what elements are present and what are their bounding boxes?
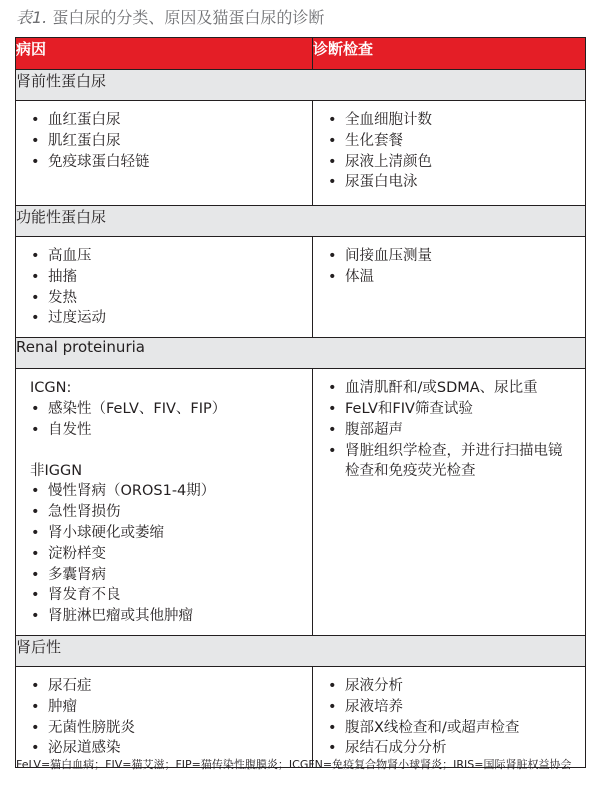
list-item: • 免疫球蛋白轻链 [30, 152, 302, 173]
table-caption [16, 6, 586, 30]
list-item: • 发热 [30, 288, 302, 309]
list-item: • 腹部X线检查和/或超声检查 [327, 718, 575, 739]
list-item: • 全血细胞计数 [327, 110, 575, 131]
list-item: • 间接血压测量 [327, 246, 575, 267]
table-row [16, 101, 586, 206]
cause-list [30, 246, 302, 329]
header-diagnosis: 诊断检查 [313, 38, 586, 70]
list-item: • 泌尿道感染 [30, 738, 302, 759]
list-item: • 尿结石成分分析 [327, 738, 575, 759]
list-item: • 尿石症 [30, 676, 302, 697]
section-row [16, 635, 586, 666]
footnote-abbreviations: FeLV=猫白血病；FIV=猫艾滋；FIP=猫传染性腹膜炎；ICGFN=免疫复合物肾小球肾炎；IRIS=国际肾脏权益协会 [16, 758, 572, 771]
diagnosis-list [327, 246, 575, 288]
list-item: • FeLV和FIV筛查试验 [327, 399, 575, 420]
header-row [16, 38, 586, 70]
list-item: • 腹部超声 [327, 420, 575, 441]
list-item: • 感染性（FeLV、FIV、FIP） [30, 399, 302, 420]
list-item: • 自发性 [30, 420, 302, 441]
diagnosis-cell [313, 237, 586, 338]
list-item: • 肾发育不良 [30, 585, 302, 606]
diagnosis-cell [313, 369, 586, 636]
list-item: • 体温 [327, 267, 575, 288]
list-item: • 肾脏组织学检查，并进行扫描电镜检查和免疫荧光检查 [327, 441, 575, 483]
list-item: • 慢性肾病（OROS1-4期） [30, 481, 302, 502]
section-title-renal: Renal proteinuria [16, 338, 586, 369]
diagnosis-list [327, 378, 575, 482]
list-item: • 尿液培养 [327, 697, 575, 718]
table-row [16, 369, 586, 636]
list-item: • 血红蛋白尿 [30, 110, 302, 131]
list-item: • 血清肌酐和/或SDMA、尿比重 [327, 378, 575, 399]
list-item: • 过度运动 [30, 308, 302, 329]
list-item: • 肾小球硬化或萎缩 [30, 523, 302, 544]
section-row [16, 70, 586, 101]
table-row [16, 666, 586, 767]
list-item: • 淀粉样变 [30, 544, 302, 565]
list-item: • 肌红蛋白尿 [30, 131, 302, 152]
section-title-prerenal: 肾前性蛋白尿 [16, 70, 586, 101]
cause-cell [16, 101, 313, 206]
cause-list [30, 676, 302, 759]
section-title-postrenal: 肾后性 [16, 635, 586, 666]
section-title-functional: 功能性蛋白尿 [16, 206, 586, 237]
caption-text: 蛋白尿的分类、原因及猫蛋白尿的诊断 [52, 8, 325, 27]
subgroup-title-icgn: ICGN: [30, 380, 72, 397]
list-item: • 尿蛋白电泳 [327, 172, 575, 193]
list-item: • 尿液上清颜色 [327, 152, 575, 173]
diagnosis-list [327, 110, 575, 193]
diagnosis-list [327, 676, 575, 759]
diagnosis-cell [313, 101, 586, 206]
section-row [16, 338, 586, 369]
list-item: • 急性肾损伤 [30, 502, 302, 523]
header-cause: 病因 [16, 38, 313, 70]
diagnosis-cell [313, 666, 586, 767]
table-row [16, 237, 586, 338]
cause-cell [16, 237, 313, 338]
list-item: • 多囊肾病 [30, 565, 302, 586]
caption-number: 表1. [16, 8, 48, 27]
cause-list [30, 110, 302, 172]
list-item: • 肿瘤 [30, 697, 302, 718]
proteinuria-table [15, 37, 586, 768]
cause-cell [16, 666, 313, 767]
subgroup-title-non-igcn: 非IGGN [30, 462, 83, 479]
list-item: • 生化套餐 [327, 131, 575, 152]
list-item: • 尿液分析 [327, 676, 575, 697]
list-item: • 高血压 [30, 246, 302, 267]
cause-cell [16, 369, 313, 636]
list-item: • 抽搐 [30, 267, 302, 288]
list-item: • 无菌性膀胱炎 [30, 718, 302, 739]
cause-list [30, 399, 302, 441]
section-row [16, 206, 586, 237]
cause-list [30, 481, 302, 627]
list-item: • 肾脏淋巴瘤或其他肿瘤 [30, 606, 302, 627]
